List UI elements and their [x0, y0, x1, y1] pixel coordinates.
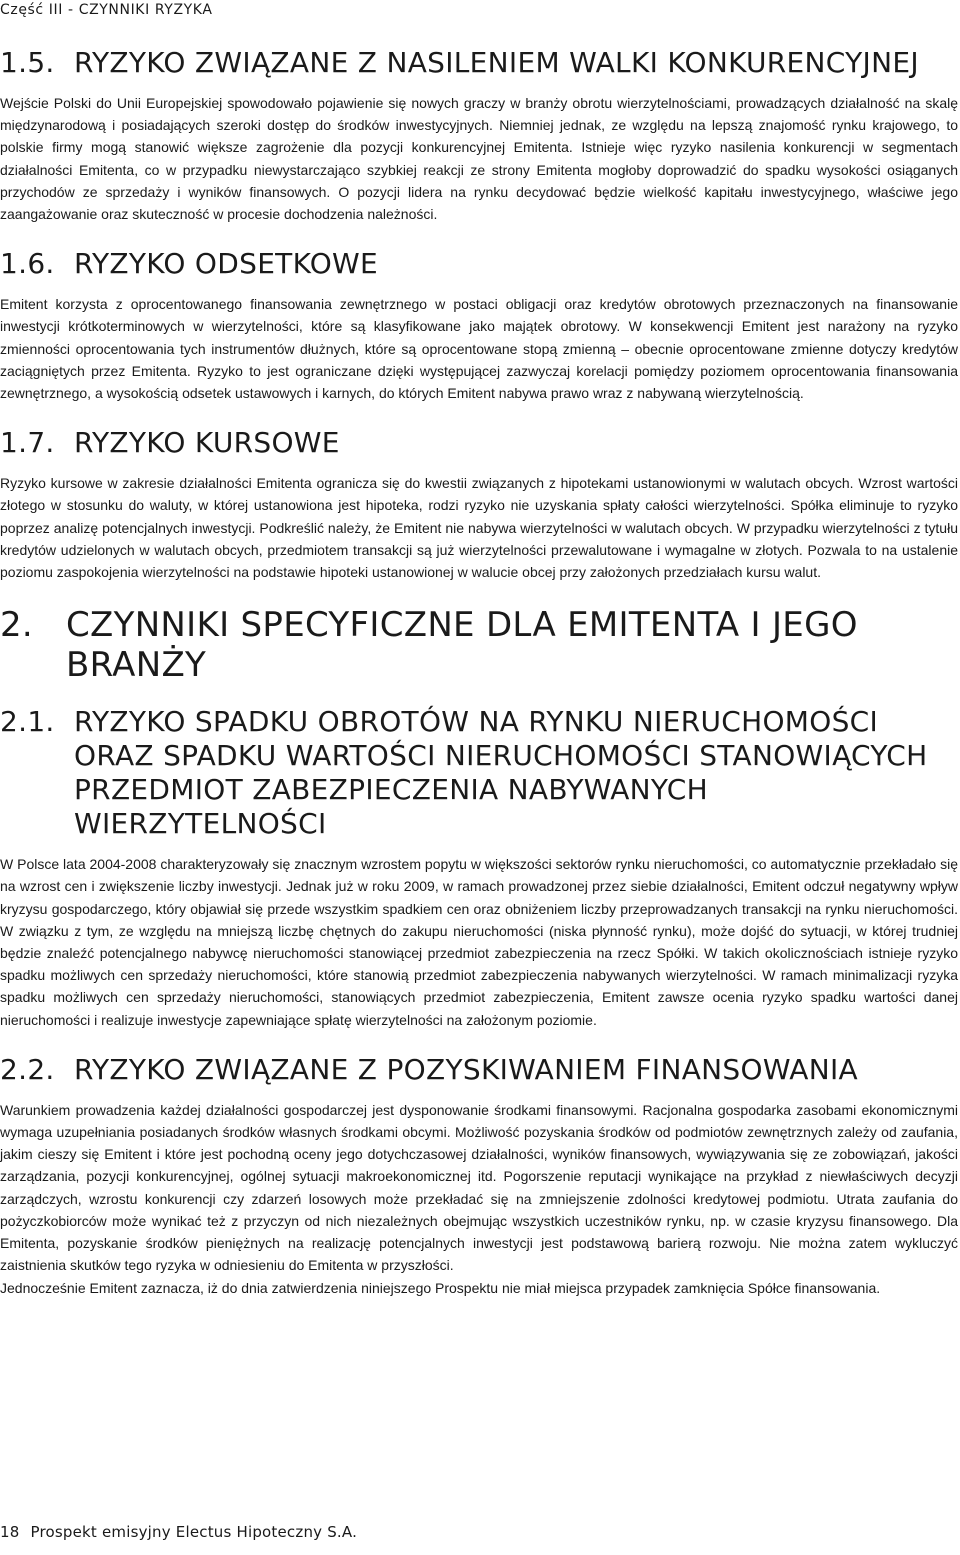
section-number: 1.5.	[0, 46, 55, 79]
section-paragraph: Wejście Polski do Unii Europejskiej spowodowało pojawienie się nowych graczy w branży obrotu wierzytelnościami, prowadzących działalność na skalę międzynarodową i posiadających szeroki dostęp do środków inwestycyjnych. Niemniej jednak, ze względu na lepszą znajomość rynku krajowego, to polskie firmy mogą stanowić większe zagrożenie dla pozycji konkurencyjnej Emitenta. Istnieje więc ryzyko nasilenia konkurencji w segmentach działalności Emitenta, co w przypadku niewystarczająco szybkiej reakcji ze strony Emitenta mogłoby doprowadzić do spadku wysokości osiąganych przychodów ze sprzedaży i wyników finansowych. O pozycji lidera na rynku decydować będzie wielkość kapitału inwestycyjnego, właściwe jego zaangażowanie oraz skuteczność w procesie dochodzenia należności.	[0, 95, 958, 223]
section-paragraph: Warunkiem prowadzenia każdej działalności gospodarczej jest dysponowanie środkami finansowymi. Racjonalna gospodarka zasobami ekonomicznymi wymaga uzupełniania posiadanych środków własnych środkami obcymi. Możliwość pozyskania środków od podmiotów zewnętrznych zależy od zaufania, jakim cieszy się Emitent i które jest pochodną oceny jego dotychczasowej działalności, wyników finansowych, wywiązywania się ze zobowiązań, jakości zarządzania, pozycji konkurencyjnej, ogólnej sytuacji makroekonomicznej itd. Pogorszenie reputacji wynikające na przykład z niewłaściwych decyzji zarządczych, wzrostu konkurencji czy zdarzeń losowych może przekładać się na zmniejszenie zdolności kredytowej podmiotu. Utrata zaufania do pożyczkobiorców może wynikać też z przyczyn od nich niezależnych obejmując wszystkich uczestników rynku, np. w czasie kryzysu finansowego. Dla Emitenta, pozyskanie środków pieniężnych na realizację potencjalnych inwestycji jest podstawową barierą rozwoju. Nie można zatem wykluczyć zaistnienia skutków tego ryzyka w odniesieniu do Emitenta w przyszłości.	[0, 1101, 958, 1274]
section-2-2	[0, 1053, 958, 1299]
section-heading	[0, 426, 958, 460]
section-heading	[0, 705, 958, 841]
footer-title: Prospekt emisyjny Electus Hipoteczny S.A.	[30, 1523, 358, 1541]
running-head: Część III - CZYNNIKI RYZYKA	[0, 2, 213, 18]
section-1-7	[0, 426, 958, 583]
section-paragraph: Jednocześnie Emitent zaznacza, iż do dnia zatwierdzenia niniejszego Prospektu nie miał miejsca przypadek zamknięcia Spółce finansowania.	[0, 1279, 881, 1296]
section-title: RYZYKO ODSETKOWE	[74, 247, 379, 281]
section-number: 1.7.	[0, 426, 55, 460]
section-paragraph: Ryzyko kursowe w zakresie działalności Emitenta ogranicza się do kwestii związanych z hipotekami ustanowionymi w walutach obcych. Wzrost wartości złotego w stosunku do waluty, w której ustanowiona jest hipoteka, rodzi ryzyko nie uzyskania spłaty całości wierzytelności. Spółka eliminuje to ryzyko poprzez analizę potencjalnych inwestycji. Podkreślić należy, że Emitent nie nabywa wierzytelności w walutach obcych. W przypadku wierzytelności z tytułu kredytów udzielonych w walutach obcych, przedmiotem transakcji są już wierzytelności przewalutowane i wymagalne w złotych. Pozwala to na ustalenie poziomu zaspokojenia wierzytelności na podstawie hipoteki ustanowionej w walucie obcej przy założonych przedziałach kursu walut.	[0, 475, 958, 581]
chapter-heading	[0, 605, 958, 685]
section-heading	[0, 247, 958, 281]
section-paragraph: W Polsce lata 2004-2008 charakteryzowały się znacznym wzrostem popytu w większości sektorów rynku nieruchomości, co automatycznie przekładało się na wzrost cen i zwiększenie liczby inwestycji. Jednak już w roku 2009, w ramach prowadzonej przez siebie działalności, Emitent odczuł negatywny wpływ kryzysu gospodarczego, który objawiał się przede wszystkim spadkiem cen oraz obniżeniem liczby przeprowadzanych transakcji na rynku nieruchomości. W związku z tym, ze względu na mniejszą liczbę chętnych do zakupu nieruchomości (niska płynność rynku), może dojść do sytuacji, w której trudniej będzie znaleźć potencjalnego nabywcę nieruchomości stanowiącej przedmiot zabezpieczenia na rzecz Spółki. W takich okolicznościach istnieje ryzyko spadku możliwych cen sprzedaży nieruchomości, które stanowią przedmiot zabezpieczenia nabywanych wierzytelności. W ramach minimalizacji ryzyka spadku możliwych cen sprzedaży nieruchomości, stanowiących przedmiot zabezpieczenia, Emitent zawsze ocenia ryzyko spadku wartości danej nieruchomości i realizuje inwestycje zapewniające spłatę wierzytelności na założonym poziomie.	[0, 856, 958, 1028]
section-paragraph: Emitent korzysta z oprocentowanego finansowania zewnętrznego w postaci obligacji oraz kredytów obrotowych przeznaczonych na finansowanie inwestycji krótkoterminowych w wierzytelności, które są klasyfikowane jako majątek obrotowy. W konsekwencji Emitent jest narażony na ryzyko zmienności oprocentowania tych instrumentów dłużnych, które są oprocentowane stopą zmienną – obecnie oprocentowane zmienne dotyczy kredytów zaciągniętych przez Emitenta. Ryzyko to jest ograniczane dzięki występującej zazwyczaj korelacji pomiędzy poziomem oprocentowania finansowania zewnętrznego, a wysokością odsetek ustawowych i karnych, do których Emitent nabywa prawo wraz z nabywaną wierzytelnością.	[0, 296, 958, 402]
section-title: RYZYKO KURSOWE	[74, 426, 340, 460]
section-2-1	[0, 705, 958, 1031]
section-heading	[0, 1053, 958, 1087]
section-title: RYZYKO ZWIĄZANE Z POZYSKIWANIEM FINANSOWANIA	[74, 1052, 859, 1086]
page-number: 18	[0, 1523, 20, 1541]
section-title: RYZYKO ZWIĄZANE Z NASILENIEM WALKI KONKURENCYJNEJ	[74, 46, 919, 79]
chapter-number: 2.	[0, 605, 34, 646]
section-1-5	[0, 46, 958, 225]
section-heading	[0, 46, 958, 80]
section-number: 1.6.	[0, 247, 55, 281]
page-footer	[0, 1523, 357, 1541]
page-content	[0, 46, 958, 1321]
section-1-6	[0, 247, 958, 404]
chapter-2	[0, 605, 958, 685]
chapter-title: CZYNNIKI SPECYFICZNE DLA EMITENTA I JEGO BRANŻY	[66, 605, 858, 686]
section-title: RYZYKO SPADKU OBROTÓW NA RYNKU NIERUCHOMOŚCI ORAZ SPADKU WARTOŚCI NIERUCHOMOŚCI STANOWIĄCYCH PRZEDMIOT ZABEZPIECZENIA NABYWANYCH WIERZYTELNOŚCI	[74, 705, 928, 841]
section-number: 2.2.	[0, 1052, 55, 1086]
section-number: 2.1.	[0, 705, 55, 739]
